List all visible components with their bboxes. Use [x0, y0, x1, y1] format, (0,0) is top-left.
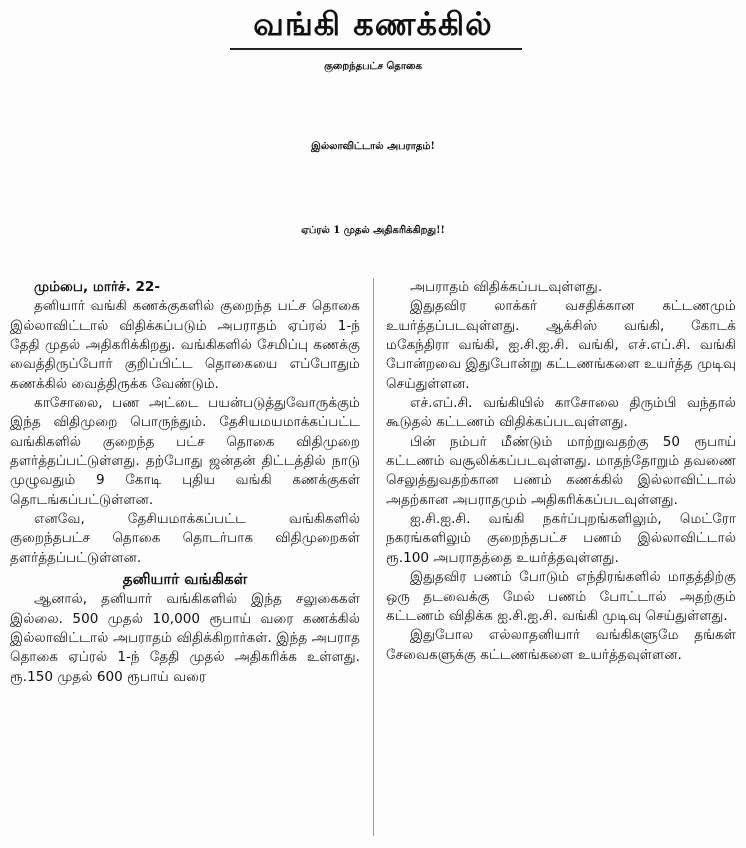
headline-line-3: ஏப்ரல் 1 முதல் அதிகரிக்கிறது!! [301, 225, 445, 236]
kicker: வங்கி கணக்கில் [253, 5, 493, 43]
headline-line-2: இல்லாவிட்டால் அபராதம்! [311, 141, 435, 152]
right-paragraph-5: ஐ.சி.ஐ.சி. வங்கி நகர்ப்புறங்களிலும், மெட்ரோ நகரங்களிலும் குறைந்தபட்ச பணம் இல்லாவிட்டால் ரூ.100 அபராதத்தை உயர்த்தவுள்ளது. [386, 511, 736, 566]
left-paragraph-1: தனியார் வங்கி கணக்குகளில் குறைந்த பட்ச தொகை இல்லாவிட்டால் விதிக்கப்படும் அபராதம் ஏப்ரல் 1-ந் தேதி முதல் அதிகரிக்கிறது. வங்கிகளில் சேமிப்பு கணக்கு வைத்திருப்போர் குறிப்பிட்ட தொகையை எப்போதும் கணக்கில் வைத்திருக்க வேண்டும். [10, 298, 360, 392]
headline-line-1: குறைந்தபட்ச தொகை [324, 61, 422, 72]
kicker-wrap [0, 4, 746, 44]
kicker-rule [230, 48, 522, 50]
left-column [10, 278, 360, 687]
left-paragraph-4: ஆனால், தனியார் வங்கிகளில் இந்த சலுகைகள் இல்லை. 500 முதல் 10,000 ரூபாய் வரை கணக்கில் இல்லாவிட்டால் அபராதம் விதிக்கிறார்கள். இந்த அபராத தொகை ஏப்ரல் 1-ந் தேதி முதல் அதிகரிக்க உள்ளது. ரூ.150 முதல் 600 ரூபாய் வரை [10, 591, 360, 685]
subheading: தனியார் வங்கிகள் [122, 570, 248, 589]
dateline: மும்பை, மார்ச். 22- [34, 279, 161, 295]
column-divider [373, 278, 374, 836]
right-paragraph-1: அபராதம் விதிக்கப்படவுள்ளது. [410, 279, 603, 295]
right-paragraph-3: எச்.எப்.சி. வங்கியில் காசோலை திரும்பி வந்தால் கூடுதல் கட்டணம் விதிக்கப்படவுள்ளது. [386, 395, 736, 431]
dateline-paragraph [10, 278, 360, 297]
right-paragraph-4: பின் நம்பர் மீண்டும் மாற்றுவதற்கு 50 ரூபாய் கட்டணம் வசூலிக்கப்படவுள்ளது. மாதந்தோறும் தவணை செலுத்துவதற்கான பணம் கணக்கில் இல்லாவிட்டால் அதற்கான அபராதமும் அதிகரிக்கப்படவுள்ளது. [386, 433, 736, 508]
right-paragraph-6: இதுதவிர பணம் போடும் எந்திரங்களில் மாதத்திற்கு ஒரு தடவைக்கு மேல் பணம் போட்டால் அதற்கும் கட்டணம் விதிக்க ஐ.சி.ஐ.சி. வங்கி முடிவு செய்துள்ளது. [386, 569, 736, 624]
right-column [386, 278, 736, 665]
left-paragraph-3: எனவே, தேசியமாக்கப்பட்ட வங்கிகளில் குறைந்தபட்ச தொகை தொடர்பாக விதிமுறைகள் தளர்த்தப்பட்டுள்ளன. [10, 511, 360, 566]
right-paragraph-2: இதுதவிர லாக்கர் வசதிக்கான கட்டணமும் உயர்த்தப்படவுள்ளது. ஆக்சிஸ் வங்கி, கோடக் மகேந்திரா வங்கி, ஐ.சி.ஐ.சி. வங்கி, எச்.எப்.சி. வங்கி போன்றவை இதுபோன்று கட்டணங்களை உயர்த்த முடிவு செய்துள்ளன. [386, 298, 736, 392]
left-paragraph-2: காசோலை, பண அட்டை பயன்படுத்துவோருக்கும் இந்த விதிமுறை பொருந்தும். தேசியமயமாக்கப்பட்ட வங்கிகளில் குறைந்த பட்ச தொகை விதிமுறை தளர்த்தப்பட்டுள்ளது. தற்போது ஜன்தன் திட்டத்தில் நாடு முழுவதும் 9 கோடி புதிய வங்கி கணக்குகள் தொடங்கப்பட்டுள்ளன. [10, 395, 360, 508]
right-paragraph-7: இதுபோல எல்லாதனியார் வங்கிகளுமே தங்கள் சேவைகளுக்கு கட்டணங்களை உயர்த்தவுள்ளன. [386, 627, 736, 663]
